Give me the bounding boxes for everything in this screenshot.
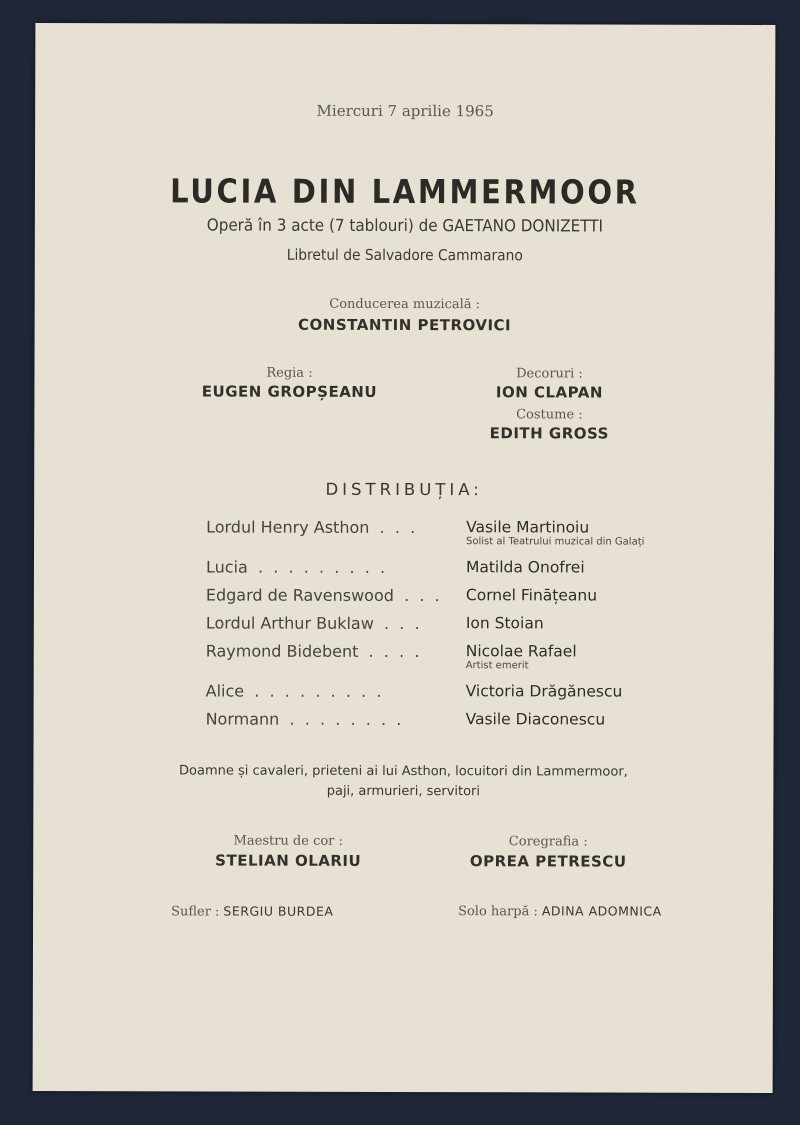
direction-name: EUGEN GROPȘEANU <box>201 382 378 401</box>
cast-note: Artist emerit <box>465 660 529 672</box>
cast-row <box>206 709 766 738</box>
cast-actor: Vasile Diaconescu <box>465 710 606 729</box>
cast-role: Lordul Arthur Buklaw . . . <box>205 613 420 634</box>
cast-row <box>206 613 766 642</box>
cast-actor: Ion Stoian <box>465 614 544 633</box>
cast-list <box>205 517 766 729</box>
harp-label: Solo harpă : <box>458 904 538 920</box>
conductor-label: Conducerea muzicală : <box>329 296 481 313</box>
prompter-credit <box>171 903 333 919</box>
cast-role: Normann . . . . . . . . <box>205 709 402 729</box>
costumes-label: Costume : <box>516 407 583 423</box>
cast-role: Lucia . . . . . . . . . <box>205 557 386 577</box>
cast-role: Alice . . . . . . . . . <box>205 681 382 701</box>
harp-name: ADINA ADOMNICA <box>541 903 662 919</box>
choreography-label: Coregrafia : <box>508 834 588 850</box>
costumes-name: EDITH GROSS <box>489 424 610 443</box>
cast-actor: Matilda Onofrei <box>465 558 585 577</box>
libretto-credit: Libretul de Salvadore Cammarano <box>286 245 523 265</box>
sets-name: ION CLAPAN <box>495 383 603 402</box>
choreography-name: OPREA PETRESCU <box>469 852 627 871</box>
faded-bleedthrough: · · · <box>159 415 189 430</box>
cast-actor: Cornel Fināțeanu <box>465 586 598 605</box>
chorus-line-2: paji, armurieri, servitori <box>326 783 481 800</box>
performance-date: Miercuri 7 aprilie 1965 <box>316 101 494 121</box>
direction-block <box>184 365 394 401</box>
conductor-name: CONSTANTIN PETROVICI <box>298 315 512 335</box>
opera-title: LUCIA DIN LAMMERMOOR <box>170 171 640 212</box>
cast-row <box>206 681 766 710</box>
cast-row <box>206 517 766 546</box>
opera-subtitle: Operă în 3 acte (7 tablouri) de GAETANO DONIZETTI <box>206 215 603 236</box>
prompter-label: Sufler : <box>171 904 220 920</box>
program-sheet <box>33 23 776 1093</box>
sets-block <box>474 366 624 442</box>
chorus-line-1: Doamne și cavaleri, prieteni ai lui Asthon, locuitori din Lammermoor, <box>179 763 628 780</box>
cast-row <box>206 557 766 586</box>
harp-credit <box>458 903 662 920</box>
sets-label: Decoruri : <box>516 366 583 382</box>
chorus-master-label: Maestru de cor : <box>233 833 343 849</box>
cast-role: Lordul Henry Asthon . . . <box>206 517 416 538</box>
prompter-name: SERGIU BURDEA <box>223 903 334 919</box>
cast-row <box>206 585 766 614</box>
chorus-master-block <box>183 833 393 870</box>
cast-role: Edgard de Ravenswood . . . <box>205 585 440 606</box>
direction-label: Regia : <box>266 365 313 381</box>
cast-note: Solist al Teatrului muzical din Galați <box>466 536 645 548</box>
chorus-master-name: STELIAN OLARIU <box>215 851 362 870</box>
cast-actor: Vasile Martinoiu <box>466 518 590 537</box>
cast-row <box>206 641 766 670</box>
cast-role: Raymond Bidebent . . . . <box>205 641 420 662</box>
choreography-block <box>443 834 653 871</box>
cast-actor: Victoria Drăgănescu <box>465 682 623 701</box>
cast-actor: Nicolae Rafael <box>465 642 577 661</box>
cast-heading: DISTRIBUȚIA: <box>325 479 483 500</box>
